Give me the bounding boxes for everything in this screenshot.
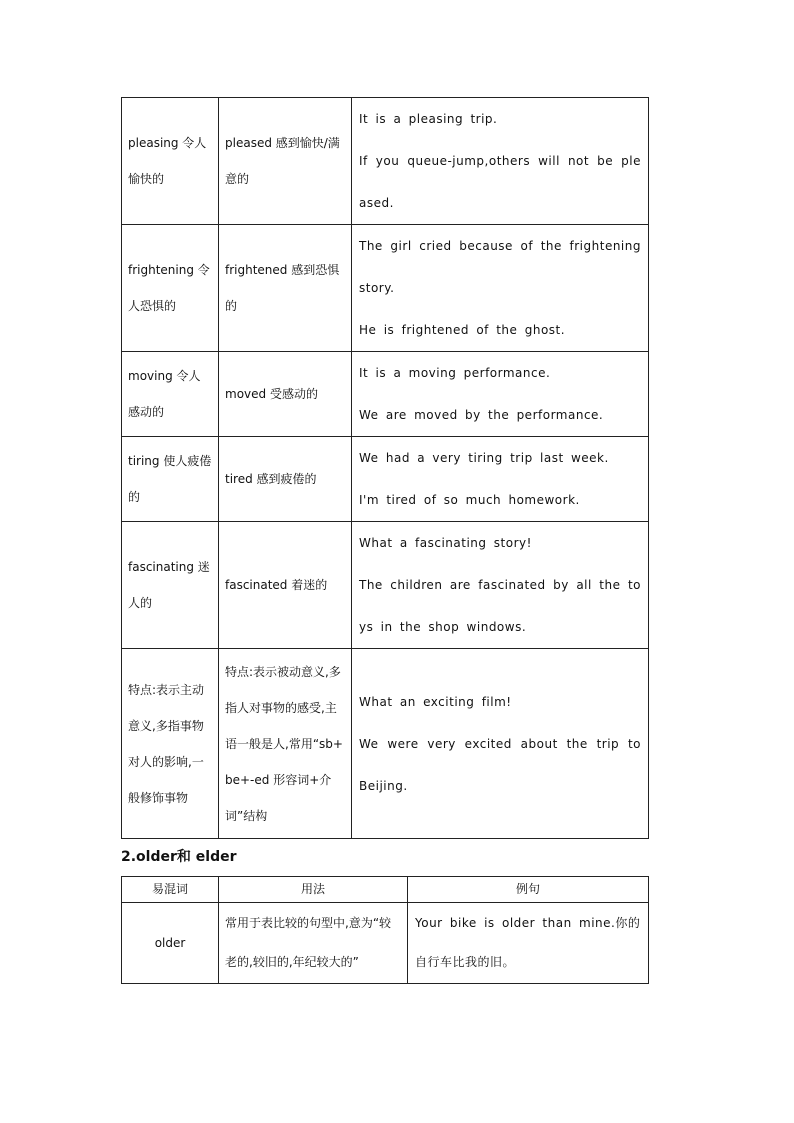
- column-header: 例句: [408, 877, 649, 903]
- comparison-table-ing-ed: [121, 97, 649, 839]
- example-sentence: He is frightened of the ghost.: [359, 323, 566, 337]
- ed-feature-cell: 特点:表示被动意义,多指人对事物的感受,主语一般是人,常用“sb+be+-ed 形容词+介词”结构: [219, 649, 352, 839]
- example-sentence: We had a very tiring trip last week.: [359, 451, 609, 465]
- example-sentence: What an exciting film!: [359, 694, 512, 709]
- section-heading: 2.older和 elder: [121, 849, 237, 865]
- example-sentence: The children are fascinated by all the toys in the shop windows.: [359, 578, 641, 634]
- word-cell: older: [122, 903, 219, 984]
- ed-adjective-cell: moved 受感动的: [219, 352, 352, 437]
- example-cell: [352, 225, 649, 352]
- usage-cell: 常用于表比较的句型中,意为“较老的,较旧的,年纪较大的”: [219, 903, 408, 984]
- ing-adjective-cell: pleasing 令人愉快的: [122, 98, 219, 225]
- example-cell: [352, 352, 649, 437]
- ing-feature-cell: 特点:表示主动意义,多指事物对人的影响,一般修饰事物: [122, 649, 219, 839]
- example-sentence: It is a pleasing trip.: [359, 112, 498, 126]
- example-sentence: We were very excited about the trip to Beijing.: [359, 736, 641, 793]
- ing-adjective-cell: frightening 令人恐惧的: [122, 225, 219, 352]
- ing-adjective-cell: fascinating 迷人的: [122, 522, 219, 649]
- example-cell: [352, 649, 649, 839]
- example-cell: [352, 522, 649, 649]
- table-row: [122, 437, 649, 522]
- table-row: [122, 225, 649, 352]
- table-row: [122, 352, 649, 437]
- column-header: 易混词: [122, 877, 219, 903]
- table-row: [122, 522, 649, 649]
- example-cell: [352, 437, 649, 522]
- ed-adjective-cell: pleased 感到愉快/满意的: [219, 98, 352, 225]
- ing-adjective-cell: moving 令人感动的: [122, 352, 219, 437]
- example-sentence: It is a moving performance.: [359, 366, 551, 380]
- table-row: [122, 649, 649, 839]
- example-sentence: We are moved by the performance.: [359, 408, 604, 422]
- table-row: [122, 98, 649, 225]
- table-row: [122, 903, 649, 984]
- example-cell: [352, 98, 649, 225]
- table-header-row: [122, 877, 649, 903]
- example-sentence: I'm tired of so much homework.: [359, 493, 580, 507]
- ed-adjective-cell: tired 感到疲倦的: [219, 437, 352, 522]
- older-elder-table: [121, 876, 649, 984]
- ed-adjective-cell: fascinated 着迷的: [219, 522, 352, 649]
- ing-adjective-cell: tiring 使人疲倦的: [122, 437, 219, 522]
- column-header: 用法: [219, 877, 408, 903]
- example-sentence: The girl cried because of the frightening story.: [359, 239, 641, 295]
- example-sentence: What a fascinating story!: [359, 536, 532, 550]
- ed-adjective-cell: frightened 感到恐惧的: [219, 225, 352, 352]
- example-sentence: If you queue-jump,others will not be pleased.: [359, 154, 641, 210]
- example-cell: Your bike is older than mine.你的自行车比我的旧。: [408, 903, 649, 984]
